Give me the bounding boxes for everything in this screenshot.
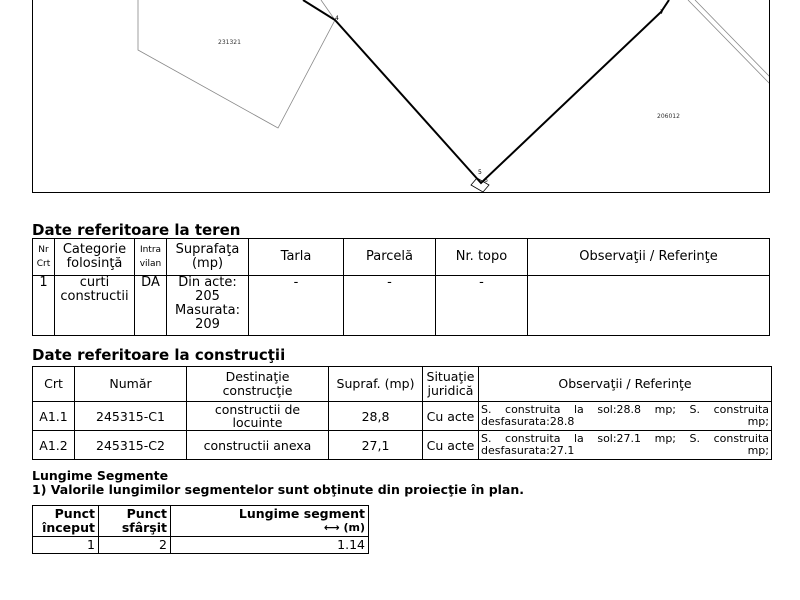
road-line [695,0,770,78]
table-header-row [33,367,772,402]
lungime-section [32,469,524,497]
col-observatii: Observaţii / Referinţe [479,367,772,402]
point-label: 7 [660,9,664,16]
constructii-title: Date referitoare la construcţii [32,346,286,364]
segment-table [32,505,369,554]
cell-destinatie: constructii anexa [187,431,329,460]
cell-inceput: 1 [33,537,99,554]
road-line [688,0,770,85]
cell-lungime: 1.14 [171,537,369,554]
table-row [33,402,772,431]
cell-situatie: Cu acte [423,431,479,460]
col-nr-topo: Nr. topo [436,239,528,276]
col-tarla: Tarla [249,239,344,276]
cell-sfarsit: 2 [99,537,171,554]
table-header-row [33,239,770,276]
cell-crt: A1.2 [33,431,75,460]
col-lungime [171,506,369,537]
teren-title: Date referitoare la teren [32,221,241,239]
parcel-label: 231321 [218,39,241,46]
col-punct-inceput: Punct început [33,506,99,537]
cell-situatie: Cu acte [423,402,479,431]
teren-table [32,238,770,336]
cell-categorie: curti constructii [55,276,135,336]
cell-observatii: S. construita la sol:28.8 mp; S. construita desfasurata:28.8 mp; [479,402,772,431]
lungime-title: Lungime Segmente [32,468,169,483]
cadastral-map [32,0,770,193]
col-supraf: Supraf. (mp) [329,367,423,402]
cell-suprafata [167,276,249,336]
col-situatie: Situaţie juridică [423,367,479,402]
cell-intravilan: DA [135,276,167,336]
cell-tarla: - [249,276,344,336]
point-label: 4 [335,15,339,22]
col-destinatie: Destinaţie construcţie [187,367,329,402]
cell-nr-topo: - [436,276,528,336]
cell-crt: A1.1 [33,402,75,431]
cell-supraf: 27,1 [329,431,423,460]
col-suprafata: Suprafaţa (mp) [167,239,249,276]
cell-numar: 245315-C1 [75,402,187,431]
cell-observatii: S. construita la sol:27.1 mp; S. construita desfasurata:27.1 mp; [479,431,772,460]
table-row [33,276,770,336]
col-numar: Număr [75,367,187,402]
cell-parcela: - [344,276,436,336]
double-arrow-icon: ⟷ [323,521,340,534]
point-label: 6 [484,177,488,184]
cell-destinatie: constructii de locuinte [187,402,329,431]
lungime-unit: (m) [343,521,365,534]
suprafata-din-acte: Din acte: 205 [178,275,237,304]
suprafata-masurata: Masurata: 209 [175,303,240,332]
parcel-label: 206012 [657,113,680,120]
col-punct-sfarsit: Punct sfârşit [99,506,171,537]
point-label: 5 [478,169,482,176]
constructii-table [32,366,772,460]
col-crt: Crt [33,367,75,402]
col-observatii: Observaţii / Referinţe [528,239,770,276]
lungime-note: 1) Valorile lungimilor segmentelor sunt obţinute din proiecţie în plan. [32,482,525,497]
table-header-row [33,506,369,537]
cell-nr: 1 [33,276,55,336]
cell-observatii [528,276,770,336]
col-nr-crt: Nr Crt [33,239,55,276]
table-row [33,537,369,554]
cell-supraf: 28,8 [329,402,423,431]
neighbour-parcel-outline [138,0,335,128]
cell-numar: 245315-C2 [75,431,187,460]
parcel-boundary [303,0,669,183]
map-drawing [33,0,770,193]
table-row [33,431,772,460]
col-categorie: Categorie folosinţă [55,239,135,276]
col-parcela: Parcelă [344,239,436,276]
lungime-header-label: Lungime segment [238,506,365,521]
col-intravilan: Intra vilan [135,239,167,276]
